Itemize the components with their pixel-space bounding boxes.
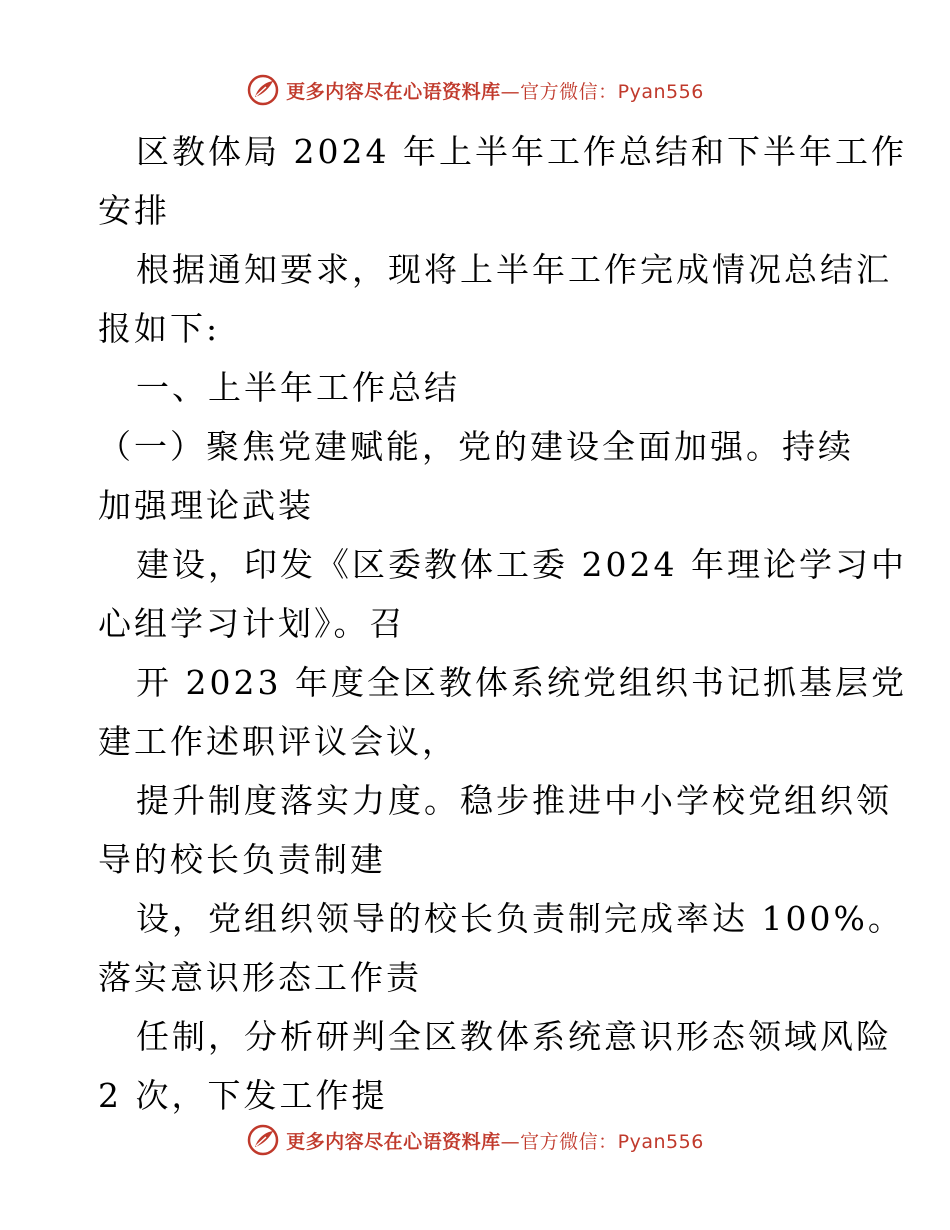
watermark-text: 更多内容尽在心语资料库 xyxy=(286,80,501,103)
header-watermark xyxy=(0,70,950,110)
watermark-text: 更多内容尽在心语资料库 xyxy=(286,1130,501,1153)
paragraph-line: 建设，印发《区委教体工委 2024 年理论学习中 xyxy=(136,545,907,584)
paragraph-line: 加强理论武装 xyxy=(98,486,314,525)
watermark-label xyxy=(286,1127,704,1154)
footer-watermark xyxy=(0,1120,950,1160)
paragraph-line: 建工作述职评议会议， xyxy=(98,722,458,761)
watermark-label xyxy=(286,77,704,104)
paragraph-line: 心组学习计划》。召 xyxy=(98,604,406,643)
paragraph-line: 导的校长负责制建 xyxy=(98,840,386,879)
title-line-2: 安排 xyxy=(98,191,170,230)
watermark-separator: — xyxy=(500,1130,521,1153)
document-body xyxy=(98,122,907,1125)
leaf-pen-logo-icon xyxy=(246,73,280,107)
paragraph-line: 设，党组织领导的校长负责制完成率达 100%。 xyxy=(136,899,904,938)
paragraph-line: （一）聚焦党建赋能，党的建设全面加强。持续 xyxy=(98,427,854,466)
watermark-contact: 官方微信：Pyan556 xyxy=(520,1130,704,1153)
paragraph-line: 报如下: xyxy=(98,309,221,348)
paragraph-line: 根据通知要求，现将上半年工作完成情况总结汇 xyxy=(136,250,892,289)
paragraph-line: 落实意识形态工作责 xyxy=(98,958,422,997)
watermark-separator: — xyxy=(500,80,521,103)
watermark-contact: 官方微信：Pyan556 xyxy=(520,80,704,103)
title-line-1: 区教体局 2024 年上半年工作总结和下半年工作 xyxy=(136,132,907,171)
section-heading: 一、上半年工作总结 xyxy=(136,368,460,407)
paragraph-line: 任制，分析研判全区教体系统意识形态领域风险 xyxy=(136,1017,892,1056)
paragraph-line: 提升制度落实力度。稳步推进中小学校党组织领 xyxy=(136,781,892,820)
leaf-pen-logo-icon xyxy=(246,1123,280,1157)
paragraph-line: 2 次，下发工作提 xyxy=(98,1076,388,1115)
paragraph-line: 开 2023 年度全区教体系统党组织书记抓基层党 xyxy=(136,663,907,702)
